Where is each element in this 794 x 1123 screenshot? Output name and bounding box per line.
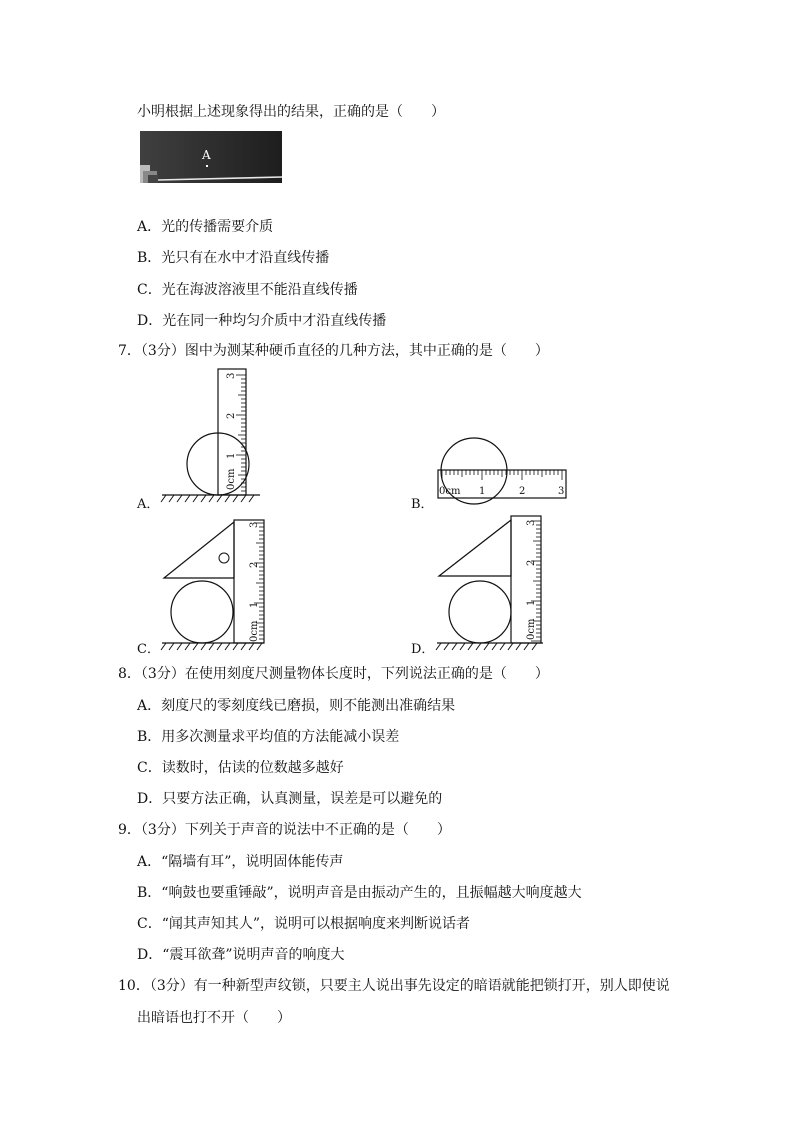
q7-figure-c xyxy=(160,516,268,654)
question-intro: 小明根据上述现象得出的结果，正确的是（ ） xyxy=(137,104,445,120)
q6-option-a: A．光的传播需要介质 xyxy=(137,219,274,235)
q8-option-d: D．只要方法正确，认真测量，误差是可以避免的 xyxy=(137,791,443,807)
q7-label-c: C． xyxy=(137,642,160,657)
q8-stem: 8．（3分）在使用刻度尺测量物体长度时，下列说法正确的是（ ） xyxy=(118,666,549,682)
q8-option-c: C．读数时，估读的位数越多越好 xyxy=(137,760,344,776)
q9-option-a: A．“隔墙有耳”，说明固体能传声 xyxy=(137,854,344,870)
ruler-c-tick-2: 2 xyxy=(249,561,260,568)
q7-figure-a xyxy=(160,366,265,506)
ruler-d-tick-1: 1 xyxy=(526,599,537,606)
ruler-d-tick-2: 2 xyxy=(526,559,537,566)
ruler-b-tick-2: 2 xyxy=(519,486,526,497)
ruler-c-tick-0: 0cm xyxy=(249,620,260,642)
ruler-b-tick-1: 1 xyxy=(479,486,486,497)
q10-stem-line1: 10．（3分）有一种新型声纹锁，只要主人说出事先设定的暗语就能把锁打开，别人即使说 xyxy=(118,978,670,994)
q7-figure-b xyxy=(432,436,572,514)
q8-option-a: A．刻度尺的零刻度线已磨损，则不能测出准确结果 xyxy=(137,698,456,714)
q7-stem: 7．（3分）图中为测某种硬币直径的几种方法，其中正确的是（ ） xyxy=(118,343,549,359)
ruler-a-tick-0: 0cm xyxy=(226,468,237,490)
ruler-a-tick-3: 3 xyxy=(226,372,237,379)
photo-label: A xyxy=(202,148,211,162)
laser-photo xyxy=(140,131,282,183)
ruler-b-tick-0: 0cm xyxy=(439,486,461,497)
q7-label-a: A． xyxy=(137,497,160,512)
q7-label-b: B． xyxy=(411,497,434,512)
q9-option-c: C．“闻其声知其人”，说明可以根据响度来判断说话者 xyxy=(137,916,471,932)
q9-option-b: B．“响鼓也要重锤敲”，说明声音是由振动产生的，且振幅越大响度越大 xyxy=(137,885,582,901)
q8-option-b: B．用多次测量求平均值的方法能减小误差 xyxy=(137,729,400,745)
ruler-c-tick-1: 1 xyxy=(249,601,260,608)
q6-option-d: D．光在同一种均匀介质中才沿直线传播 xyxy=(137,313,387,329)
ruler-a-tick-1: 1 xyxy=(226,452,237,459)
q10-stem-line2: 出暗语也打不开（ ） xyxy=(137,1010,291,1026)
ruler-d-tick-3: 3 xyxy=(526,519,537,526)
ruler-a-tick-2: 2 xyxy=(226,412,237,419)
q6-option-c: C．光在海波溶液里不能沿直线传播 xyxy=(137,282,358,298)
q9-option-d: D．“震耳欲聋”说明声音的响度大 xyxy=(137,947,345,963)
ruler-b-tick-3: 3 xyxy=(558,486,565,497)
q9-stem: 9．（3分）下列关于声音的说法中不正确的是（ ） xyxy=(118,822,451,838)
q6-option-b: B．光只有在水中才沿直线传播 xyxy=(137,250,330,266)
ruler-c-tick-3: 3 xyxy=(249,521,260,528)
q7-label-d: D． xyxy=(411,642,435,657)
ruler-d-tick-0: 0cm xyxy=(526,618,537,640)
q7-figure-d xyxy=(435,514,547,654)
